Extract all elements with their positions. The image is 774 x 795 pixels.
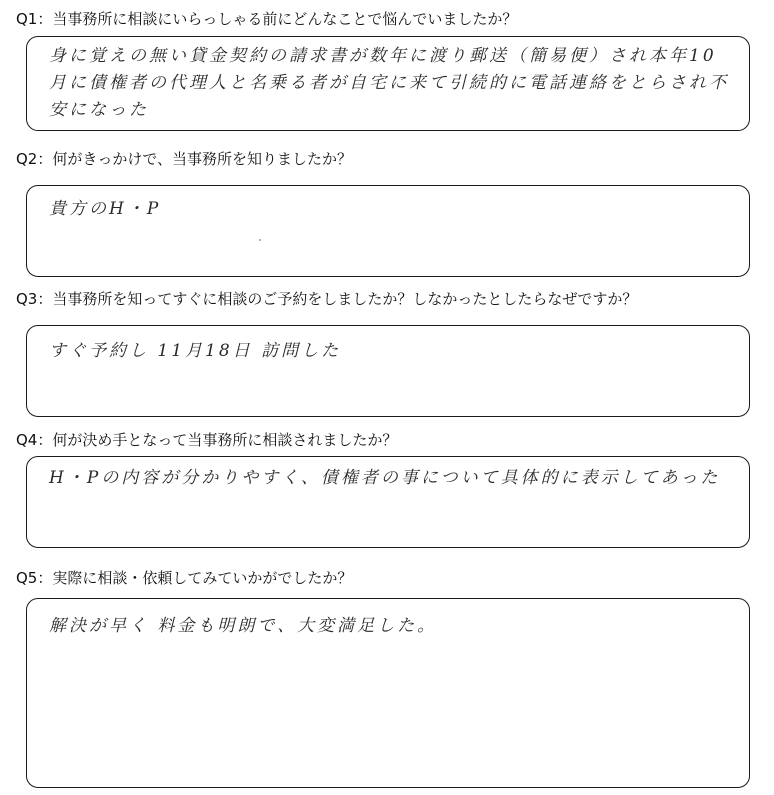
answer-5-handwritten: 解決が早く 料金も明朗で、大変満足した。 bbox=[49, 616, 438, 636]
answer-box-1 bbox=[26, 36, 750, 131]
question-2: Q2：何がきっかけで、当事務所を知りましたか？ bbox=[16, 150, 353, 168]
question-4: Q4：何が決め手となって当事務所に相談されましたか？ bbox=[16, 431, 398, 449]
answer-box-3 bbox=[26, 325, 750, 417]
answer-2-handwritten: 貴方のH・P bbox=[49, 199, 162, 219]
question-5: Q5：実際に相談・依頼してみていかがでしたか？ bbox=[16, 569, 353, 587]
question-3: Q3：当事務所を知ってすぐに相談のご予約をしましたか？しなかったとしたらなぜですか？ bbox=[16, 290, 638, 308]
answer-box-5 bbox=[26, 598, 750, 788]
answer-box-2 bbox=[26, 185, 750, 277]
answer-4-handwritten: H・Pの内容が分かりやすく、債権者の事について具体的に表示してあった bbox=[49, 468, 721, 488]
question-1: Q1：当事務所に相談にいらっしゃる前にどんなことで悩んでいましたか？ bbox=[16, 10, 518, 28]
stray-mark bbox=[259, 239, 261, 241]
answer-1-handwritten: 身に覚えの無い貸金契約の請求書が数年に渡り郵送（簡易便）され本年10月に債権者の代理人と名乗る者が自宅に来て引続的に電話連絡をとらされ不安になった bbox=[49, 46, 729, 120]
answer-box-4 bbox=[26, 456, 750, 548]
answer-3-handwritten: すぐ予約し 11月18日 訪問した bbox=[49, 341, 342, 361]
